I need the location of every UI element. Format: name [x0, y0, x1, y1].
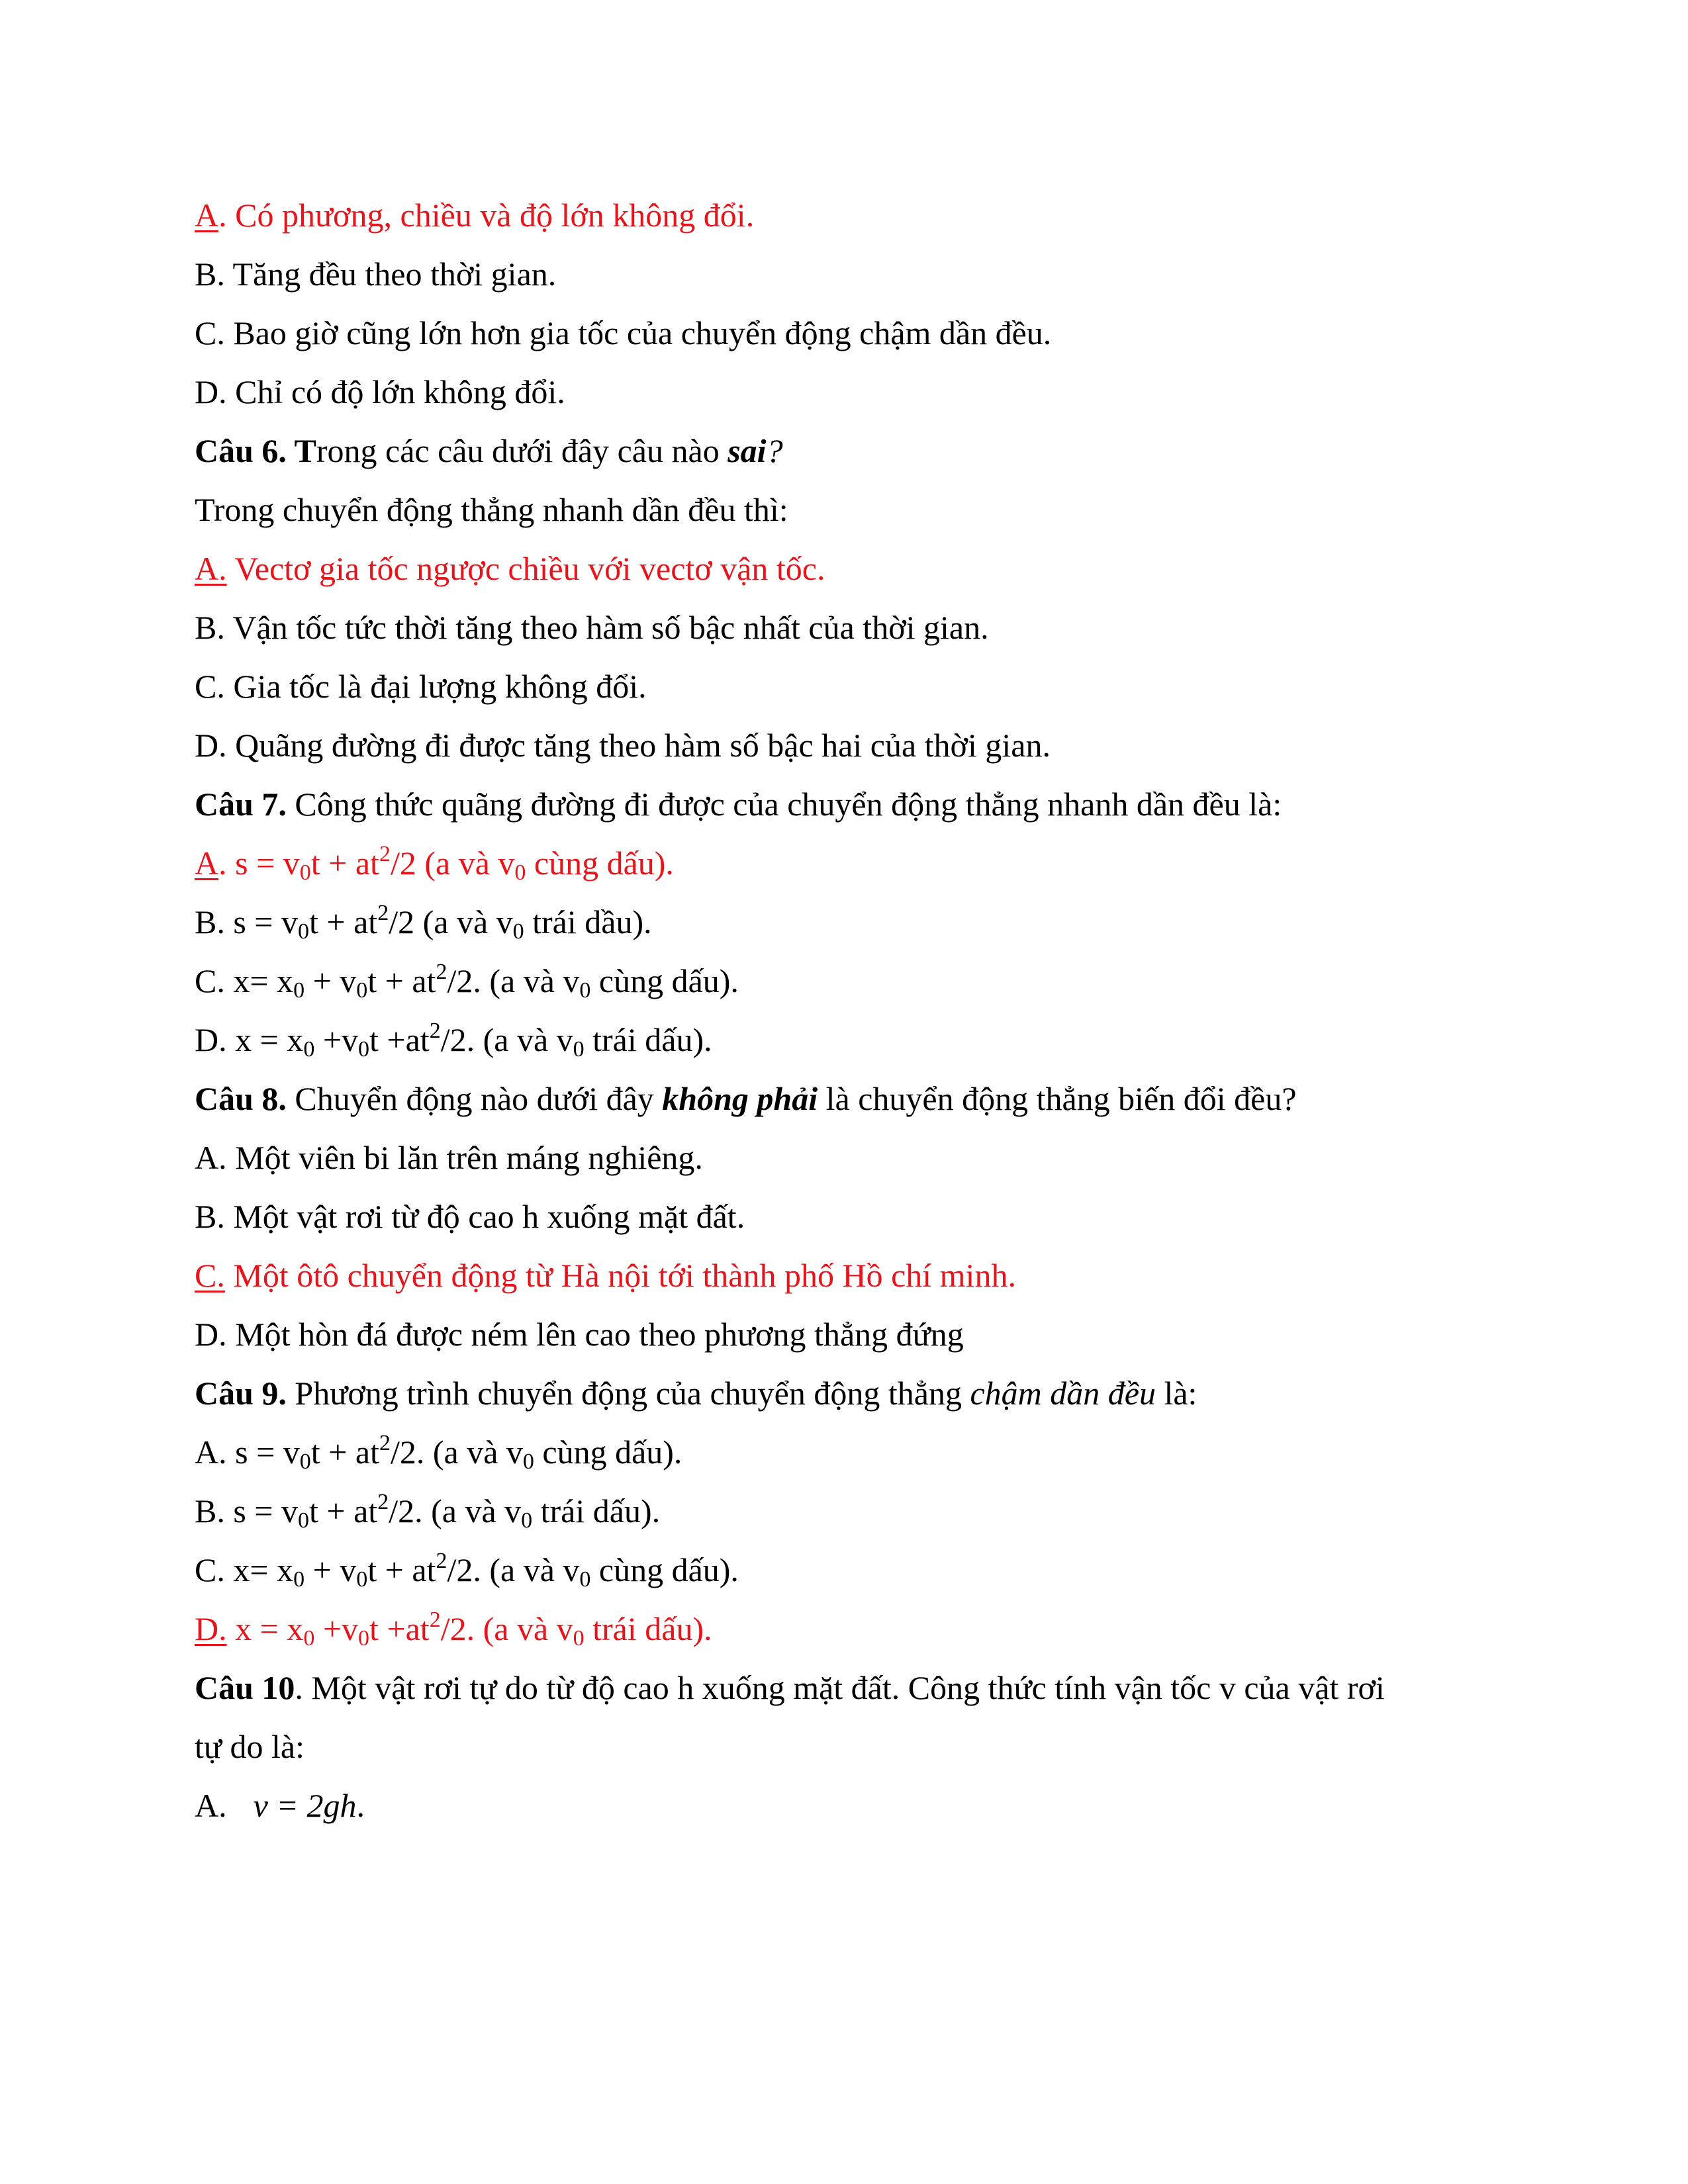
q7-label: Câu 7. [195, 786, 287, 823]
subscript-zero: 0 [298, 919, 310, 944]
q10-option-a [195, 1786, 365, 1825]
q7-d-part: +v [314, 1021, 359, 1058]
q9-stem-b: là: [1155, 1375, 1197, 1412]
q6-label: Câu 6. T [195, 432, 316, 469]
q10-stem-line1: . Một vật rơi tự do từ độ cao h xuống mặt đất. Công thức tính vận tốc v của vật rơi [295, 1669, 1385, 1706]
subscript-zero: 0 [512, 919, 524, 944]
q6-option-b: B. Vận tốc tức thời tăng theo hàm số bậc nhất của thời gian. [195, 609, 989, 646]
subscript-zero: 0 [303, 1037, 315, 1062]
q9-option-d-letter: D. [195, 1610, 227, 1647]
q5-option-a [195, 195, 754, 235]
q8-option-d: D. Một hòn đá được ném lên cao theo phương thẳng đứng [195, 1316, 964, 1353]
q9-a-part: A. s = v [195, 1433, 300, 1471]
q9-c-part: cùng dấu). [590, 1551, 739, 1588]
q7-c-part: + v [305, 962, 357, 999]
q9-label: Câu 9. [195, 1375, 287, 1412]
superscript-two: 2 [379, 842, 391, 866]
q6-option-a [195, 549, 825, 588]
q7-b-part: t + at [309, 903, 378, 940]
q9-c-part: C. x= x [195, 1551, 294, 1588]
q9-c-part: /2. (a và v [447, 1551, 580, 1588]
subscript-zero: 0 [514, 860, 526, 885]
superscript-two: 2 [379, 1431, 391, 1455]
q6-stem-b: ? [766, 432, 783, 469]
superscript-two: 2 [377, 901, 389, 925]
q9-option-b [195, 1491, 660, 1531]
subscript-zero: 0 [303, 1626, 315, 1651]
q9-b-part: trái dấu). [532, 1492, 661, 1529]
q6-emphasis: sai [727, 432, 767, 469]
q10-option-a-end: . [356, 1787, 365, 1824]
q8-stem-b: là chuyển động thẳng biến đổi đều? [818, 1080, 1297, 1117]
superscript-two: 2 [436, 1549, 447, 1573]
q7-stem: Công thức quãng đường đi được của chuyển động thẳng nhanh dần đều là: [286, 786, 1282, 823]
q7-option-a-letter: A [195, 844, 219, 882]
q8-option-a: A. Một viên bi lăn trên máng nghiêng. [195, 1139, 703, 1176]
q9-c-part: t + at [367, 1551, 436, 1588]
q7-c-part: /2. (a và v [447, 962, 580, 999]
q7-option-d [195, 1020, 712, 1060]
q7-d-part: D. x = x [195, 1021, 304, 1058]
q9-option-d [195, 1609, 712, 1649]
superscript-two: 2 [377, 1490, 389, 1514]
q6-option-c: C. Gia tốc là đại lượng không đổi. [195, 668, 647, 705]
q9-option-c [195, 1550, 739, 1590]
subscript-zero: 0 [356, 1567, 368, 1592]
q7-a-part: cùng dấu). [526, 844, 674, 882]
q7-a-part: t + at [310, 844, 379, 882]
q7-question [195, 784, 1282, 824]
q6-option-a-text: Vectơ gia tốc ngược chiều với vectơ vận tốc. [226, 550, 825, 587]
q7-a-part: /2 (a và v [390, 844, 515, 882]
q5-option-d: D. Chỉ có độ lớn không đổi. [195, 373, 565, 410]
q8-emphasis: không phải [662, 1080, 818, 1117]
q6-stem-a: rong các câu dưới đây câu nào [316, 432, 728, 469]
q7-option-a [195, 843, 674, 883]
subscript-zero: 0 [358, 1626, 370, 1651]
q8-stem-a: Chuyển động nào dưới đây [286, 1080, 663, 1117]
subscript-zero: 0 [579, 978, 591, 1003]
subscript-zero: 0 [293, 1567, 305, 1592]
q5-option-a-letter: A [195, 197, 219, 234]
q9-b-part: B. s = v [195, 1492, 299, 1529]
q7-a-part: . s = v [218, 844, 300, 882]
q9-c-part: + v [305, 1551, 357, 1588]
q10-stem-line2: tự do là: [195, 1728, 305, 1765]
q5-option-c: C. Bao giờ cũng lớn hơn gia tốc của chuyển động chậm dần đều. [195, 314, 1052, 351]
q7-option-b [195, 902, 652, 942]
subscript-zero: 0 [299, 860, 311, 885]
q9-d-part: +v [314, 1610, 359, 1647]
q8-option-c [195, 1255, 1016, 1295]
q8-label: Câu 8. [195, 1080, 287, 1117]
subscript-zero: 0 [522, 1449, 534, 1474]
q8-option-c-letter: C. [195, 1257, 225, 1294]
q10-option-a-formula: v = 2gh [253, 1787, 357, 1824]
q7-d-part: /2. (a và v [440, 1021, 573, 1058]
q6-option-d: D. Quãng đường đi được tăng theo hàm số bậc hai của thời gian. [195, 727, 1051, 764]
q10-option-a-label: A. [195, 1787, 227, 1824]
q6-subtitle: Trong chuyển động thẳng nhanh dần đều thì: [195, 491, 788, 528]
q9-emphasis: chậm dần đều [970, 1375, 1156, 1412]
q7-d-part: trái dấu). [584, 1021, 712, 1058]
subscript-zero: 0 [573, 1037, 585, 1062]
subscript-zero: 0 [579, 1567, 591, 1592]
q7-b-part: B. s = v [195, 903, 299, 940]
subscript-zero: 0 [521, 1508, 533, 1533]
subscript-zero: 0 [573, 1626, 585, 1651]
q10-label: Câu 10 [195, 1669, 295, 1706]
q9-d-part: /2. (a và v [440, 1610, 573, 1647]
q9-b-part: /2. (a và v [389, 1492, 522, 1529]
subscript-zero: 0 [358, 1037, 370, 1062]
subscript-zero: 0 [299, 1449, 311, 1474]
q9-a-part: /2. (a và v [390, 1433, 523, 1471]
q5-option-b: B. Tăng đều theo thời gian. [195, 255, 557, 293]
q6-option-a-letter: A. [195, 550, 227, 587]
q9-d-part: t +at [369, 1610, 430, 1647]
q7-option-c [195, 961, 739, 1001]
q7-b-part: trái dầu). [524, 903, 652, 940]
q7-b-part: /2 (a và v [389, 903, 513, 940]
subscript-zero: 0 [293, 978, 305, 1003]
q7-c-part: t + at [367, 962, 436, 999]
q7-c-part: cùng dấu). [590, 962, 739, 999]
subscript-zero: 0 [356, 978, 368, 1003]
q6-question [195, 431, 783, 471]
q9-a-part: cùng dấu). [534, 1433, 682, 1471]
q8-question [195, 1079, 1297, 1118]
q9-d-part: trái dấu). [584, 1610, 712, 1647]
q9-b-part: t + at [309, 1492, 378, 1529]
q10-question [195, 1668, 1385, 1707]
q9-d-part: x = x [226, 1610, 304, 1647]
q9-stem-a: Phương trình chuyển động của chuyển động thẳng [286, 1375, 970, 1412]
q7-c-part: C. x= x [195, 962, 294, 999]
q9-a-part: t + at [310, 1433, 379, 1471]
subscript-zero: 0 [298, 1508, 310, 1533]
q8-option-c-text: Một ôtô chuyển động từ Hà nội tới thành phố Hồ chí minh. [224, 1257, 1016, 1294]
superscript-two: 2 [429, 1608, 441, 1632]
q9-question [195, 1373, 1197, 1413]
superscript-two: 2 [436, 960, 447, 984]
q7-d-part: t +at [369, 1021, 430, 1058]
superscript-two: 2 [429, 1019, 441, 1043]
q9-option-a [195, 1432, 682, 1472]
q8-option-b: B. Một vật rơi từ độ cao h xuống mặt đất. [195, 1198, 745, 1235]
q5-option-a-text: . Có phương, chiều và độ lớn không đổi. [218, 197, 755, 234]
